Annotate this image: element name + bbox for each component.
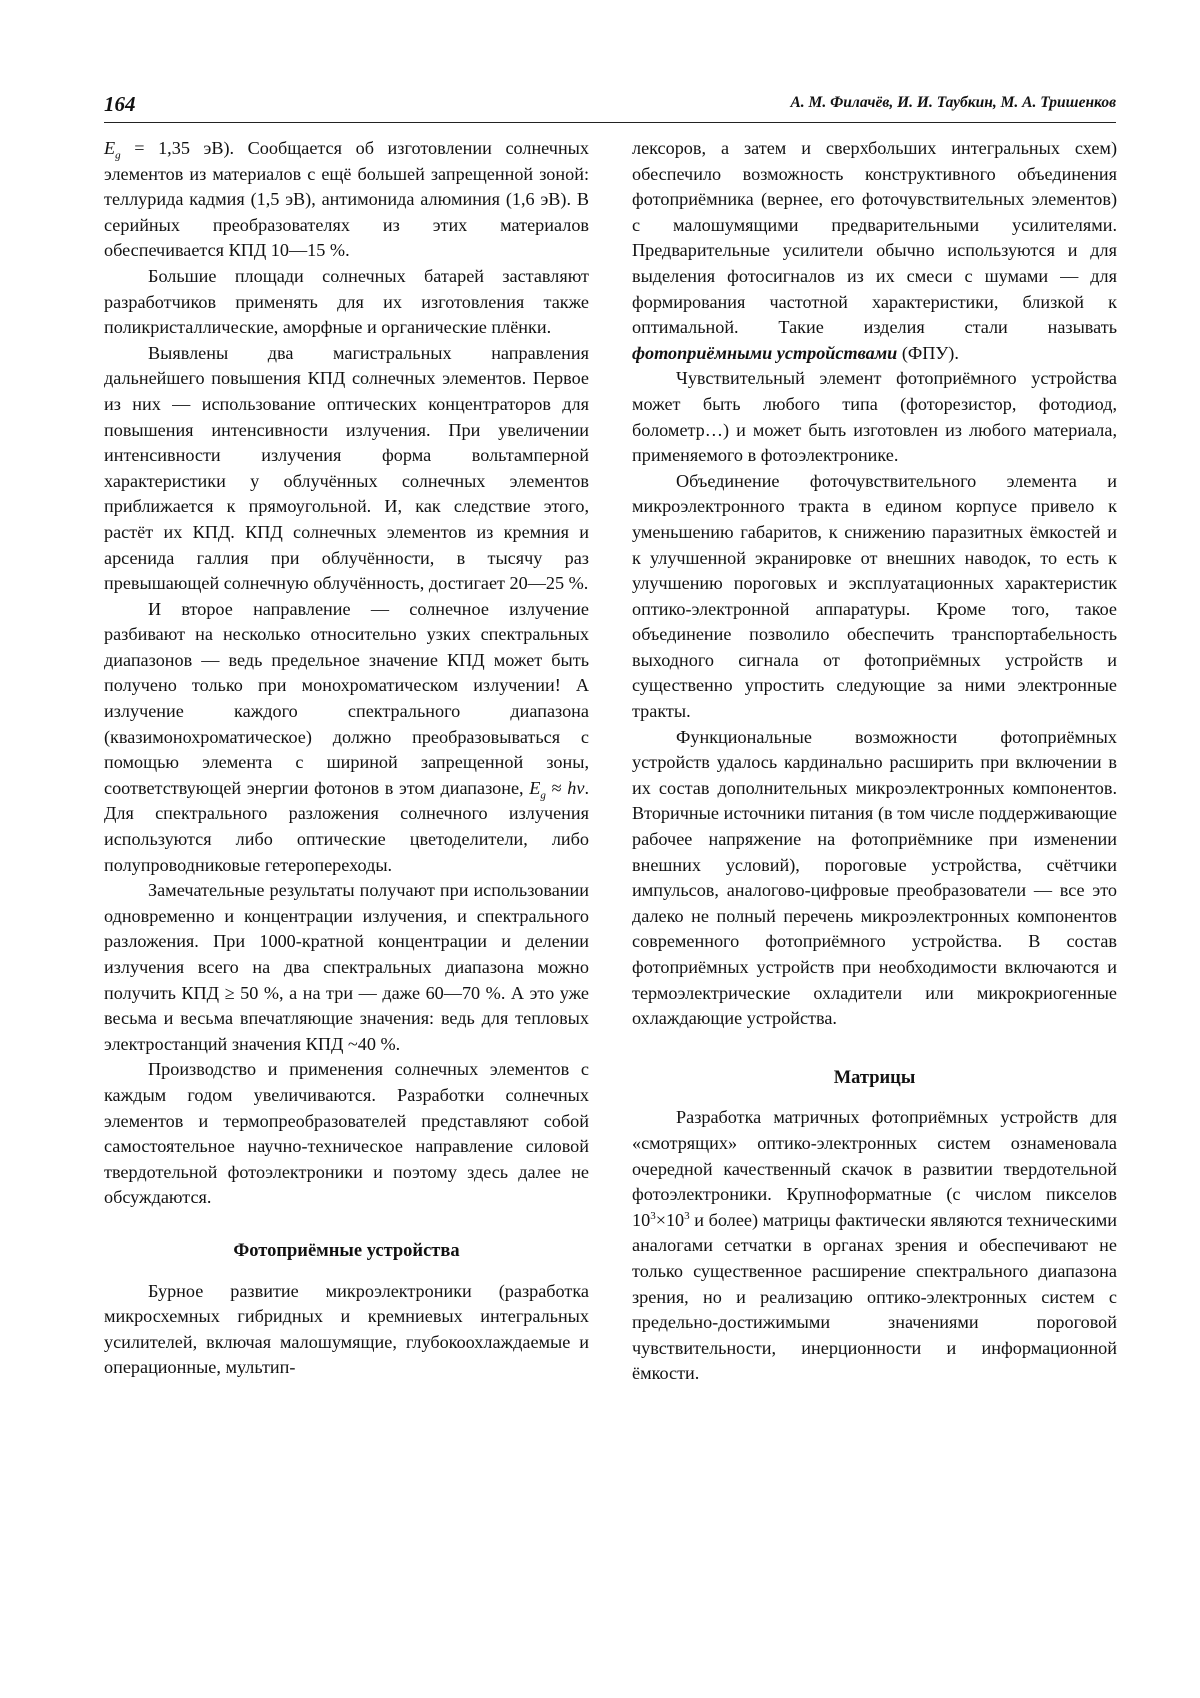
term-emphasis: фотоприёмными устройствами (632, 342, 898, 363)
math-relation: ≈ (545, 777, 568, 798)
paragraph: Функциональные возможности фотоприёмных устройств удалось кардинально расширить при включении в их состав дополнительных микроэлектронных компонентов. Вторичные источники питания (в том числе поддерживающие рабочее напряжение на фотоприёмнике при изменении внешних условий), пороговые устройства, счётчики импульсов, аналогово-цифровые преобразователи — все это далеко не полный перечень микроэлектронных компонентов современного фотоприёмного устройства. В состав фотоприёмных устройств при необходимости включаются и термоэлектрические охладители или микрокриогенные охлаждающие устройства. (632, 726, 1117, 1029)
paragraph-text: лексоров, а затем и сверхбольших интегральных схем) обеспечило возможность конструктивного объединения фотоприёмника (вернее, его фоточувствительных элементов) с малошумящими предварительными усилителями. Предварительные усилители обычно используются и для выделения фотосигналов из их смеси с шумами — для формирования частотной характеристики, близкой к оптимальной. Такие изделия стали называть (632, 138, 1117, 338)
paragraph-text: Разработка матричных фотоприёмных устройств для «смотрящих» оптико-электронных систем ознаменовала очередной качественный скачок в развитии твердотельной фотоэлектроники. Крупноформатные (с числом пикселов 10 (632, 1107, 1117, 1230)
paragraph: Замечательные результаты получают при использовании одновременно и концентрации излучения, и спектрального разложения. При 1000-кратной концентрации и делении излучения всего на два спектральных диапазона можно получить КПД ≥ 50 %, а на три — даже 60—70 %. А это уже весьма и весьма впечатляющие значения: ведь для тепловых электростанций значения КПД ~40 %. (104, 880, 589, 1054)
section-heading: Фотоприёмные устройства (233, 1240, 460, 1261)
superscript: 3 (684, 1209, 690, 1222)
math-symbol: E (104, 138, 116, 158)
paragraph (632, 136, 1117, 366)
paragraph-text: (ФПУ). (897, 342, 959, 363)
math-symbol: E (529, 777, 541, 798)
paragraph-text: . Для спектрального разложения солнечного излучения используются либо оптические цветоделители, либо полупроводниковые гетеропереходы. (104, 777, 589, 875)
left-column (104, 136, 589, 1381)
math-text: ×10 (655, 1209, 685, 1230)
paragraph (632, 1105, 1117, 1387)
running-head-authors: А. М. Филачёв, И. И. Таубкин, М. А. Тришенков (790, 94, 1116, 111)
paragraph: Выявлены два магистральных направления дальнейшего повышения КПД солнечных элементов. Первое из них — использование оптических концентраторов для повышения интенсивности излучения. При увеличении интенсивности излучения форма вольтамперной характеристики у облучённых солнечных элементов приближается к прямоугольной. И, как следствие этого, растёт их КПД. КПД солнечных элементов из кремния и арсенида галлия при облучённости, в тысячу раз превышающей солнечную облучённость, достигает 20—25 %. (104, 342, 589, 594)
paragraph: Большие площади солнечных батарей заставляют разработчиков применять для их изготовления также поликристаллические, аморфные и органические плёнки. (104, 265, 589, 338)
paragraph: Чувствительный элемент фотоприёмного устройства может быть любого типа (фоторезистор, фотодиод, болометр…) и может быть изготовлен из любого материала, применяемого в фотоэлектронике. (632, 368, 1117, 466)
math-subscript: g (540, 789, 546, 802)
superscript: 3 (650, 1209, 656, 1222)
page-number: 164 (104, 92, 136, 116)
paragraph: Производство и применения солнечных элементов с каждым годом увеличиваются. Разработки солнечных элементов и термопреобразователей представляют собой самостоятельное научно-техническое направление силовой твердотельной фотоэлектроники и поэтому здесь далее не обсуждаются. (104, 1059, 589, 1208)
paragraph-text: и более) матрицы фактически являются техническими аналогами сетчатки в органах зрения и обеспечивают не только существенное расширение спектрального диапазона зрения, но и реализацию оптико-электронных систем с предельно-достижимыми значениями пороговой чувствительности, инерционности и информационной ёмкости. (632, 1209, 1117, 1384)
math-symbol: hν (567, 777, 585, 798)
paragraph: Объединение фоточувствительного элемента и микроэлектронного тракта в едином корпусе привело к уменьшению габаритов, к снижению паразитных ёмкостей и к улучшенной экранировке от внешних наводок, то есть к улучшению пороговых и эксплуатационных характеристик оптико-электронной аппаратуры. Кроме того, такое объединение позволило обеспечить транспортабельность выходного сигнала от фотоприёмных устройств и существенно упростить следующие за ними электронные тракты. (632, 470, 1117, 722)
running-header (104, 92, 1116, 123)
section-heading: Матрицы (833, 1067, 916, 1088)
paragraph (104, 136, 589, 264)
paragraph-text: И второе направление — солнечное излучение разбивают на несколько относительно узких спектральных диапазонов — ведь предельное значение КПД может быть получено только при монохроматическом излучении! А излучение каждого спектрального диапазона (квазимонохроматическое) должно преобразовываться с помощью элемента с шириной запрещенной зоны, соответствующей энергии фотонов в этом диапазоне, (104, 598, 589, 798)
paragraph (104, 597, 589, 879)
math-subscript: g (115, 149, 121, 162)
paragraph: Бурное развитие микроэлектроники (разработка микросхемных гибридных и кремниевых интегральных усилителей, включая малошумящие, глубокоохлаждаемые и операционные, мультип- (104, 1280, 589, 1378)
paragraph-text: = 1,35 эВ). Сообщается об изготовлении солнечных элементов из материалов с ещё большей запрещенной зоной: теллурида кадмия (1,5 эВ), антимонида алюминия (1,6 эВ). В серийных преобразователях из этих материалов обеспечивается КПД 10—15 %. (104, 138, 589, 261)
right-column (632, 136, 1117, 1387)
